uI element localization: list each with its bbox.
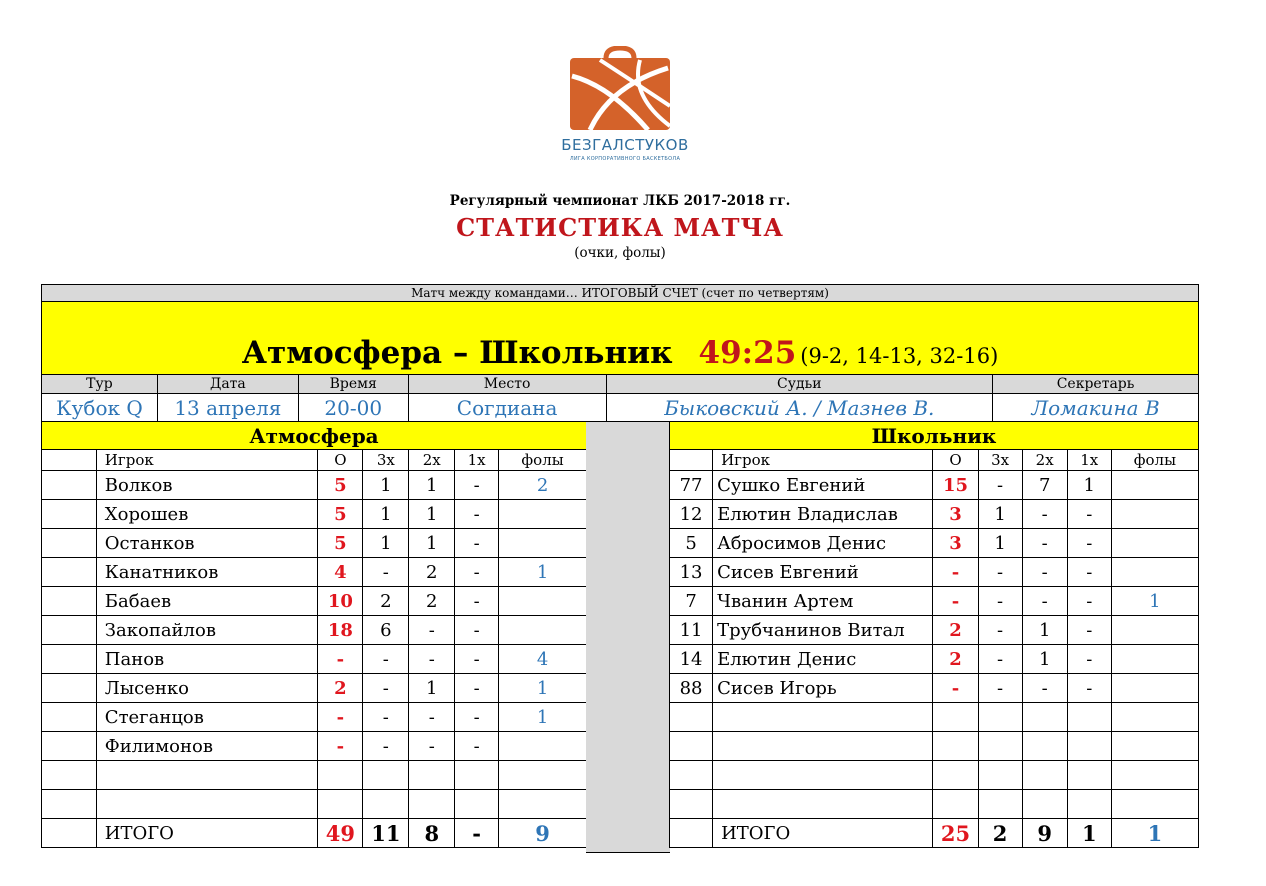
player-header: Игрок: [96, 450, 318, 471]
player-fouls: [1111, 645, 1198, 674]
player-number: [42, 558, 97, 587]
player-points: -: [933, 674, 978, 703]
player-number: [42, 645, 97, 674]
player-free-throw: [455, 761, 499, 790]
player-fouls: [499, 500, 587, 529]
table-row: [670, 732, 1199, 761]
table-row: [670, 761, 1199, 790]
player-two-point: [1022, 761, 1067, 790]
player-number: [42, 674, 97, 703]
total-two-point: 8: [409, 819, 455, 848]
team2-stats-table: [669, 421, 1199, 848]
player-name: Филимонов: [96, 732, 318, 761]
total-points: 25: [933, 819, 978, 848]
total-free-throw: -: [455, 819, 499, 848]
player-two-point: [409, 761, 455, 790]
player-two-point: -: [1022, 674, 1067, 703]
player-free-throw: -: [1067, 616, 1111, 645]
free-throw-header: 1х: [1067, 450, 1111, 471]
player-fouls: 1: [499, 703, 587, 732]
player-three-point: [978, 790, 1022, 819]
player-name: [713, 703, 933, 732]
table-row: [42, 761, 587, 790]
table-row: [42, 790, 587, 819]
three-point-header: 3х: [978, 450, 1022, 471]
player-three-point: -: [978, 645, 1022, 674]
player-two-point: [1022, 732, 1067, 761]
player-name: Останков: [96, 529, 318, 558]
player-three-point: 1: [363, 471, 409, 500]
page-title: СТАТИСТИКА МАТЧА: [456, 213, 784, 242]
player-number: [42, 529, 97, 558]
player-two-point: 1: [409, 674, 455, 703]
fouls-header: фолы: [499, 450, 587, 471]
player-points: -: [318, 703, 363, 732]
player-number: [42, 761, 97, 790]
player-points: -: [318, 645, 363, 674]
total-three-point: 11: [363, 819, 409, 848]
points-header: О: [933, 450, 978, 471]
player-name: Стеганцов: [96, 703, 318, 732]
free-throw-header: 1х: [455, 450, 499, 471]
final-score: 49:25: [698, 335, 797, 371]
player-points: -: [318, 732, 363, 761]
table-row: [670, 674, 1199, 703]
player-two-point: -: [409, 616, 455, 645]
match-caption: Матч между командами… ИТОГОВЫЙ СЧЕТ (счет по четвертям): [42, 285, 1199, 302]
player-free-throw: [1067, 761, 1111, 790]
player-name: Трубчанинов Витал: [713, 616, 933, 645]
player-name: Абросимов Денис: [713, 529, 933, 558]
player-points: 5: [318, 529, 363, 558]
three-point-header: 3х: [363, 450, 409, 471]
player-number: 13: [670, 558, 713, 587]
player-two-point: -: [409, 703, 455, 732]
league-logo: [570, 46, 672, 130]
total-label: ИТОГО: [96, 819, 318, 848]
table-row: [42, 674, 587, 703]
player-points: [318, 790, 363, 819]
player-number: 11: [670, 616, 713, 645]
player-two-point: 1: [1022, 645, 1067, 674]
team1-stats-table: [41, 421, 587, 848]
player-free-throw: -: [455, 616, 499, 645]
player-number: [670, 761, 713, 790]
player-points: [933, 703, 978, 732]
total-two-point: 9: [1022, 819, 1067, 848]
player-name: Волков: [96, 471, 318, 500]
table-divider: [586, 421, 670, 853]
player-number: [42, 616, 97, 645]
match-teams: Атмосфера – Школьник: [241, 335, 673, 371]
table-row: [670, 703, 1199, 732]
player-number: [670, 703, 713, 732]
player-fouls: [499, 761, 587, 790]
player-fouls: [499, 616, 587, 645]
player-fouls: 1: [1111, 587, 1198, 616]
total-number: [42, 819, 97, 848]
number-header: [42, 450, 97, 471]
player-number: [42, 471, 97, 500]
table-row: [42, 471, 587, 500]
player-name: [96, 790, 318, 819]
tour-label: Тур: [42, 375, 158, 394]
player-name: Закопайлов: [96, 616, 318, 645]
player-three-point: -: [978, 674, 1022, 703]
player-three-point: -: [363, 558, 409, 587]
player-two-point: -: [409, 645, 455, 674]
number-header: [670, 450, 713, 471]
player-two-point: 7: [1022, 471, 1067, 500]
player-name: Елютин Владислав: [713, 500, 933, 529]
player-points: 4: [318, 558, 363, 587]
player-three-point: 1: [363, 529, 409, 558]
total-label: ИТОГО: [713, 819, 933, 848]
player-free-throw: [1067, 790, 1111, 819]
player-points: 2: [318, 674, 363, 703]
table-row: [670, 616, 1199, 645]
secretary-label: Секретарь: [993, 375, 1199, 394]
place-value: Согдиана: [408, 394, 606, 423]
player-points: 5: [318, 500, 363, 529]
two-point-header: 2х: [409, 450, 455, 471]
player-name: [713, 761, 933, 790]
player-name: Чванин Артем: [713, 587, 933, 616]
player-number: [42, 732, 97, 761]
player-free-throw: -: [1067, 674, 1111, 703]
table-row: [42, 500, 587, 529]
player-three-point: [978, 761, 1022, 790]
player-name: Панов: [96, 645, 318, 674]
player-free-throw: [1067, 703, 1111, 732]
player-points: -: [933, 587, 978, 616]
player-number: [42, 587, 97, 616]
player-header: Игрок: [713, 450, 933, 471]
date-value: 13 апреля: [157, 394, 298, 423]
player-number: 77: [670, 471, 713, 500]
player-two-point: 1: [1022, 616, 1067, 645]
player-fouls: [1111, 471, 1198, 500]
player-free-throw: -: [455, 500, 499, 529]
player-number: 7: [670, 587, 713, 616]
player-free-throw: [455, 790, 499, 819]
player-points: 2: [933, 645, 978, 674]
player-two-point: 2: [409, 558, 455, 587]
total-free-throw: 1: [1067, 819, 1111, 848]
logo-name: БЕЗГАЛСТУКОВ: [561, 136, 689, 154]
player-name: [713, 790, 933, 819]
player-three-point: [978, 703, 1022, 732]
player-two-point: 1: [409, 500, 455, 529]
player-fouls: [1111, 558, 1198, 587]
date-label: Дата: [157, 375, 298, 394]
player-fouls: [499, 587, 587, 616]
player-number: [670, 732, 713, 761]
two-point-header: 2х: [1022, 450, 1067, 471]
player-name: Хорошев: [96, 500, 318, 529]
player-name: Сисев Игорь: [713, 674, 933, 703]
player-two-point: -: [1022, 587, 1067, 616]
player-points: 5: [318, 471, 363, 500]
player-two-point: [1022, 703, 1067, 732]
table-row: [670, 471, 1199, 500]
player-free-throw: -: [455, 645, 499, 674]
table-row: [42, 558, 587, 587]
player-free-throw: -: [455, 529, 499, 558]
page-subtitle: (очки, фолы): [574, 245, 666, 261]
quarter-scores: (9-2, 14-13, 32-16): [800, 344, 999, 368]
table-row: [670, 529, 1199, 558]
player-free-throw: -: [455, 558, 499, 587]
table-row: [670, 558, 1199, 587]
player-number: [670, 790, 713, 819]
table-row: [670, 645, 1199, 674]
player-points: [318, 761, 363, 790]
player-fouls: 1: [499, 558, 587, 587]
referees-value: Быковский А. / Мазнев В.: [606, 394, 993, 423]
player-two-point: 1: [409, 529, 455, 558]
player-two-point: [409, 790, 455, 819]
player-points: 3: [933, 529, 978, 558]
player-points: -: [933, 558, 978, 587]
player-two-point: [1022, 790, 1067, 819]
player-name: Бабаев: [96, 587, 318, 616]
player-points: 15: [933, 471, 978, 500]
player-name: Канатников: [96, 558, 318, 587]
player-points: 10: [318, 587, 363, 616]
team2-name: Школьник: [670, 422, 1199, 450]
player-three-point: -: [978, 587, 1022, 616]
player-free-throw: -: [1067, 587, 1111, 616]
player-fouls: [1111, 761, 1198, 790]
player-three-point: 1: [978, 529, 1022, 558]
player-number: [42, 500, 97, 529]
player-fouls: [1111, 674, 1198, 703]
total-fouls: 1: [1111, 819, 1198, 848]
player-two-point: 1: [409, 471, 455, 500]
player-three-point: -: [978, 616, 1022, 645]
table-row: [42, 616, 587, 645]
player-three-point: -: [363, 732, 409, 761]
player-fouls: 4: [499, 645, 587, 674]
points-header: О: [318, 450, 363, 471]
total-points: 49: [318, 819, 363, 848]
player-fouls: [499, 529, 587, 558]
place-label: Место: [408, 375, 606, 394]
player-three-point: 6: [363, 616, 409, 645]
secretary-value: Ломакина В: [993, 394, 1199, 423]
player-two-point: -: [1022, 558, 1067, 587]
player-free-throw: -: [455, 471, 499, 500]
player-points: 18: [318, 616, 363, 645]
player-free-throw: -: [1067, 558, 1111, 587]
championship-title: Регулярный чемпионат ЛКБ 2017-2018 гг.: [449, 193, 791, 209]
tour-value: Кубок Q: [42, 394, 158, 423]
player-two-point: -: [1022, 529, 1067, 558]
time-label: Время: [298, 375, 408, 394]
player-free-throw: -: [455, 732, 499, 761]
fouls-header: фолы: [1111, 450, 1198, 471]
player-fouls: [499, 790, 587, 819]
player-name: Лысенко: [96, 674, 318, 703]
total-number: [670, 819, 713, 848]
player-fouls: [499, 732, 587, 761]
player-number: [42, 703, 97, 732]
player-number: 5: [670, 529, 713, 558]
player-two-point: -: [1022, 500, 1067, 529]
logo-subtitle: ЛИГА КОРПОРАТИВНОГО БАСКЕТБОЛА: [569, 156, 681, 162]
player-two-point: 2: [409, 587, 455, 616]
player-points: [933, 790, 978, 819]
player-fouls: [1111, 703, 1198, 732]
player-number: 88: [670, 674, 713, 703]
player-three-point: [978, 732, 1022, 761]
player-free-throw: -: [1067, 529, 1111, 558]
player-three-point: -: [978, 558, 1022, 587]
table-row: [42, 703, 587, 732]
player-name: Сушко Евгений: [713, 471, 933, 500]
player-three-point: 2: [363, 587, 409, 616]
player-fouls: [1111, 616, 1198, 645]
player-name: [96, 761, 318, 790]
player-free-throw: -: [455, 587, 499, 616]
player-number: [42, 790, 97, 819]
player-free-throw: 1: [1067, 471, 1111, 500]
player-number: 12: [670, 500, 713, 529]
table-row: [42, 587, 587, 616]
player-fouls: [1111, 732, 1198, 761]
player-free-throw: -: [455, 674, 499, 703]
player-three-point: -: [363, 703, 409, 732]
player-three-point: 1: [978, 500, 1022, 529]
player-number: 14: [670, 645, 713, 674]
player-fouls: [1111, 500, 1198, 529]
player-free-throw: -: [455, 703, 499, 732]
player-points: 2: [933, 616, 978, 645]
match-info-table: [41, 284, 1199, 423]
player-name: Елютин Денис: [713, 645, 933, 674]
player-three-point: [363, 761, 409, 790]
player-two-point: -: [409, 732, 455, 761]
table-row: [670, 587, 1199, 616]
player-three-point: [363, 790, 409, 819]
referees-label: Судьи: [606, 375, 993, 394]
player-fouls: [1111, 790, 1198, 819]
total-fouls: 9: [499, 819, 587, 848]
match-score-banner: [42, 302, 1199, 375]
player-three-point: -: [978, 471, 1022, 500]
player-three-point: 1: [363, 500, 409, 529]
player-three-point: -: [363, 674, 409, 703]
player-points: [933, 732, 978, 761]
player-name: [713, 732, 933, 761]
player-points: 3: [933, 500, 978, 529]
player-fouls: [1111, 529, 1198, 558]
player-points: [933, 761, 978, 790]
table-row: [42, 732, 587, 761]
player-name: Сисев Евгений: [713, 558, 933, 587]
table-row: [42, 529, 587, 558]
player-fouls: 2: [499, 471, 587, 500]
team1-name: Атмосфера: [42, 422, 587, 450]
total-three-point: 2: [978, 819, 1022, 848]
table-row: [670, 790, 1199, 819]
player-fouls: 1: [499, 674, 587, 703]
player-free-throw: -: [1067, 645, 1111, 674]
time-value: 20-00: [298, 394, 408, 423]
player-three-point: -: [363, 645, 409, 674]
table-row: [670, 500, 1199, 529]
player-free-throw: [1067, 732, 1111, 761]
player-free-throw: -: [1067, 500, 1111, 529]
table-row: [42, 645, 587, 674]
